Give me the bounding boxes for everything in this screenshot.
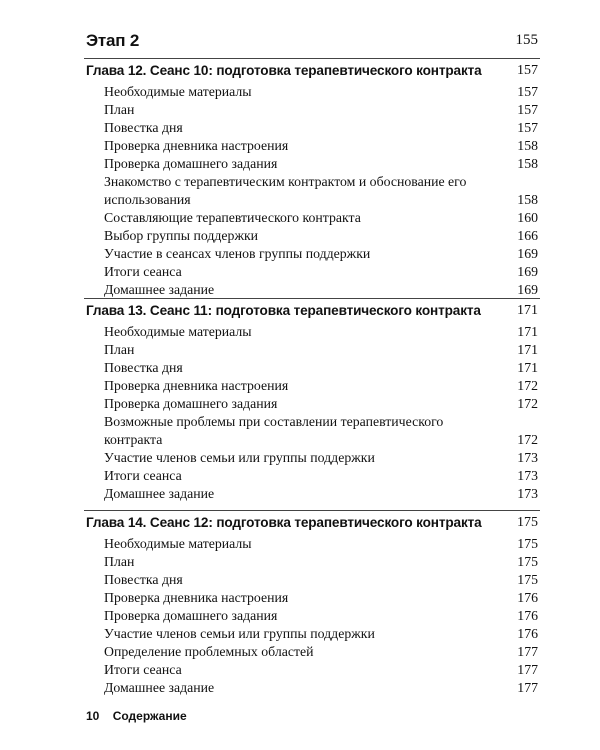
chapter-page-number: 171 — [517, 303, 538, 318]
toc-entry-page: 177 — [517, 662, 538, 677]
toc-entry — [0, 245, 600, 263]
toc-entry-page: 173 — [517, 468, 538, 483]
chapter-title: Глава 12. Сеанс 10: подготовка терапевтического контракта — [86, 63, 482, 78]
chapter-divider — [84, 298, 540, 299]
toc-entry — [0, 227, 600, 245]
toc-entry-page: 173 — [517, 486, 538, 501]
chapter-divider — [84, 510, 540, 511]
toc-entry — [0, 359, 600, 377]
chapter-title: Глава 13. Сеанс 11: подготовка терапевтического контракта — [86, 303, 481, 318]
toc-entry-title: План — [104, 102, 135, 117]
toc-entry-title: Повестка дня — [104, 572, 183, 587]
toc-entry-title: Возможные проблемы при составлении терапевтического контракта — [104, 414, 444, 447]
toc-entry — [0, 679, 600, 697]
toc-entry — [0, 625, 600, 643]
toc-entry-page: 158 — [517, 192, 538, 207]
toc-entry-title: План — [104, 342, 135, 357]
toc-entry-title: Домашнее задание — [104, 282, 215, 297]
chapter-12 — [0, 63, 600, 299]
toc-entry — [0, 101, 600, 119]
chapter-title: Глава 14. Сеанс 12: подготовка терапевтического контракта — [86, 515, 482, 530]
toc-entry — [0, 571, 600, 589]
toc-entry-title: Знакомство с терапевтическим контрактом и обоснование его использования — [104, 174, 467, 207]
toc-entry-page: 171 — [517, 342, 538, 357]
stage-title: Этап 2 — [86, 31, 140, 50]
toc-entry-title: Необходимые материалы — [104, 324, 252, 339]
toc-entry-page: 175 — [517, 536, 538, 551]
toc-entry-title: Проверка дневника настроения — [104, 138, 289, 153]
toc-entry — [0, 83, 600, 101]
toc-entry — [0, 155, 600, 173]
toc-entry — [0, 395, 600, 413]
footer-label: Содержание — [112, 709, 187, 723]
toc-entry-page: 175 — [517, 572, 538, 587]
toc-entry-page: 157 — [517, 120, 538, 135]
toc-entry-title: Необходимые материалы — [104, 536, 252, 551]
toc-entry-title: Домашнее задание — [104, 680, 215, 695]
toc-entry — [0, 413, 600, 449]
toc-entry-page: 176 — [517, 608, 538, 623]
stage-page-number: 155 — [515, 32, 538, 48]
toc-entry — [0, 589, 600, 607]
toc-entry-title: Итоги сеанса — [104, 264, 182, 279]
toc-entry — [0, 467, 600, 485]
toc-entry — [0, 173, 600, 209]
toc-entry-page: 172 — [517, 378, 538, 393]
toc-entry-title: План — [104, 554, 135, 569]
toc-entry-page: 160 — [517, 210, 538, 225]
toc-entry-page: 169 — [517, 282, 538, 297]
chapter-13 — [0, 303, 600, 503]
toc-entry-title: Необходимые материалы — [104, 84, 252, 99]
toc-entry-title: Проверка домашнего задания — [104, 608, 278, 623]
toc-entry — [0, 535, 600, 553]
toc-entry-title: Участие членов семьи или группы поддержки — [104, 450, 375, 465]
toc-entry — [0, 281, 600, 299]
toc-entry-title: Выбор группы поддержки — [104, 228, 259, 243]
toc-entry-page: 176 — [517, 626, 538, 641]
toc-entry-page: 171 — [517, 360, 538, 375]
toc-entry-title: Проверка домашнего задания — [104, 156, 278, 171]
toc-entry-page: 173 — [517, 450, 538, 465]
toc-entry-title: Составляющие терапевтического контракта — [104, 210, 361, 225]
toc-entry-page: 158 — [517, 138, 538, 153]
toc-entry — [0, 485, 600, 503]
toc-entry-title: Проверка дневника настроения — [104, 378, 289, 393]
toc-entry-page: 169 — [517, 264, 538, 279]
toc-entry-title: Повестка дня — [104, 120, 183, 135]
toc-entry-page: 171 — [517, 324, 538, 339]
toc-entry — [0, 643, 600, 661]
toc-entry-page: 172 — [517, 432, 538, 447]
toc-entry-title: Итоги сеанса — [104, 468, 182, 483]
toc-entry — [0, 607, 600, 625]
toc-entry-title: Участие в сеансах членов группы поддержки — [104, 246, 371, 261]
toc-entry — [0, 323, 600, 341]
toc-entry-title: Участие членов семьи или группы поддержки — [104, 626, 375, 641]
toc-entry — [0, 119, 600, 137]
toc-entry — [0, 661, 600, 679]
toc-entry-page: 158 — [517, 156, 538, 171]
toc-entry-title: Домашнее задание — [104, 486, 215, 501]
toc-entry-page: 175 — [517, 554, 538, 569]
toc-entry — [0, 137, 600, 155]
toc-entry-page: 166 — [517, 228, 538, 243]
toc-entry — [0, 553, 600, 571]
chapter-14 — [0, 515, 600, 697]
chapter-page-number: 157 — [517, 63, 538, 78]
toc-entry-page: 172 — [517, 396, 538, 411]
toc-entry-title: Проверка дневника настроения — [104, 590, 289, 605]
toc-entry-page: 157 — [517, 102, 538, 117]
page-footer — [86, 709, 187, 723]
toc-entry-title: Проверка домашнего задания — [104, 396, 278, 411]
toc-entry-page: 169 — [517, 246, 538, 261]
chapter-divider — [84, 58, 540, 59]
toc-entry-page: 157 — [517, 84, 538, 99]
toc-entry — [0, 263, 600, 281]
toc-entry — [0, 341, 600, 359]
toc-entry-page: 177 — [517, 680, 538, 695]
toc-entry-title: Повестка дня — [104, 360, 183, 375]
chapter-page-number: 175 — [517, 515, 538, 530]
toc-entry — [0, 449, 600, 467]
toc-entry — [0, 377, 600, 395]
toc-entry-title: Определение проблемных областей — [104, 644, 314, 659]
toc-entry-title: Итоги сеанса — [104, 662, 182, 677]
toc-entry-page: 177 — [517, 644, 538, 659]
toc-entry-page: 176 — [517, 590, 538, 605]
toc-entry — [0, 209, 600, 227]
footer-page-number: 10 — [86, 709, 100, 723]
